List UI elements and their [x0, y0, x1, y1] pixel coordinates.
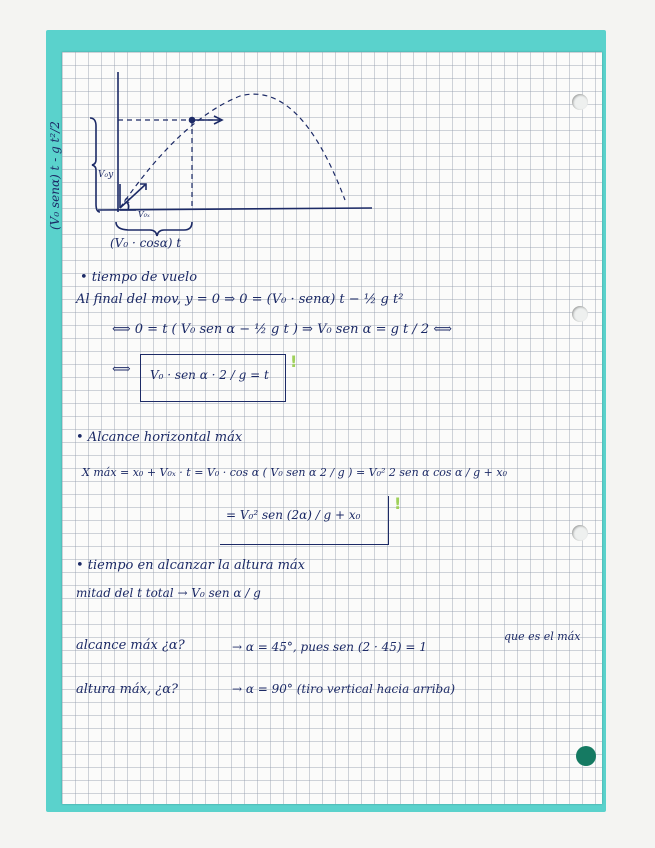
alcance-line-1: X máx = x₀ + V₀ₓ · t = V₀ · cos α ( V₀ sen α 2 / g ) = V₀² 2 sen α cos α / g + x₀ [82, 466, 507, 479]
highlight-mark-icon: ! [394, 494, 402, 513]
alcance-question: alcance máx ¿α? [76, 638, 185, 653]
tiempo-vuelo-line-2: ⟺ 0 = t ( V₀ sen α − ½ g t ) ⇒ V₀ sen α = g t / 2 ⟺ [112, 322, 452, 337]
vertical-displacement-label: (V₀ senα) t - g t²/2 [48, 121, 62, 230]
voy-label: V₀y [98, 170, 114, 180]
result-arrow: ⟺ [112, 362, 131, 377]
tiempo-altura-line-1: mitad del t total → V₀ sen α / g [76, 586, 261, 600]
alcance-result: = V₀² sen (2α) / g + x₀ [226, 508, 361, 522]
highlight-mark-icon: ! [290, 352, 298, 371]
vertical-brace [90, 118, 100, 212]
horizontal-displacement-label: (V₀ · cosα) t [110, 236, 182, 250]
tiempo-vuelo-result: V₀ · sen α · 2 / g = t [150, 368, 269, 382]
heading-tiempo-vuelo: • tiempo de vuelo [80, 270, 198, 285]
heading-tiempo-altura: • tiempo en alcanzar la altura máx [76, 558, 305, 573]
horizontal-brace [116, 222, 192, 236]
trajectory-curve [120, 94, 345, 208]
heading-alcance: • Alcance horizontal máx [76, 430, 243, 445]
alpha-label: α [124, 196, 131, 206]
vox-label: V₀ₓ [138, 210, 150, 219]
altura-question: altura máx, ¿α? [76, 682, 178, 697]
altura-answer: → α = 90° (tiro vertical hacia arriba) [232, 682, 456, 696]
alcance-note: que es el máx [504, 630, 581, 643]
tiempo-vuelo-line-1: Al final del mov, y = 0 ⇒ 0 = (V₀ · senα) t − ½ g t² [76, 292, 404, 307]
alcance-answer: → α = 45°, pues sen (2 · 45) = 1 [232, 640, 427, 654]
